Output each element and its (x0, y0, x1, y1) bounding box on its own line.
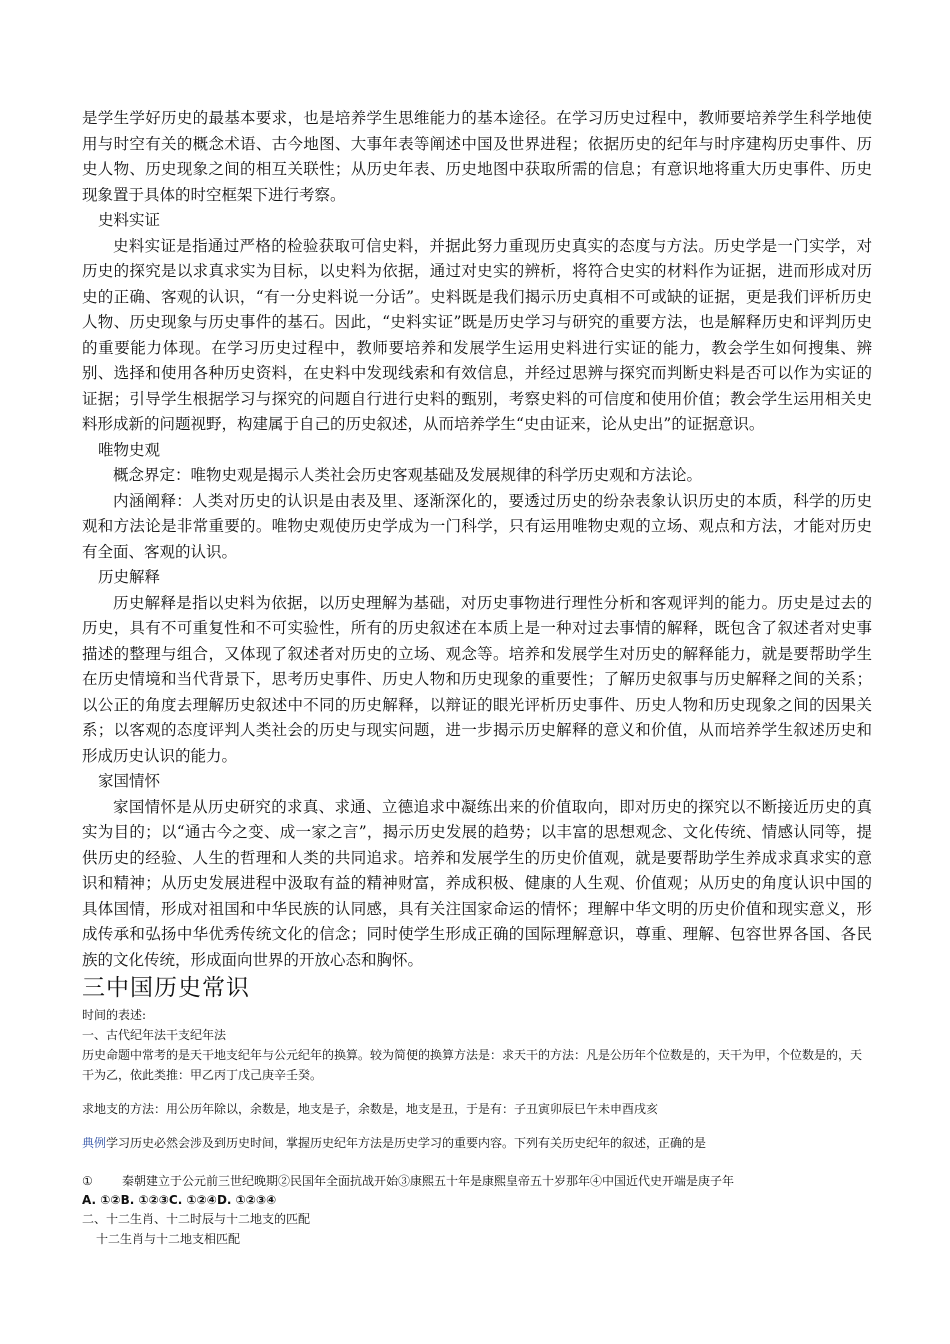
paragraph-jiaguo: 家国情怀是从历史研究的求真、求通、立德追求中凝练出来的价值取向，即对历史的探究以不断接近历史的真实为目的；以“通古今之变、成一家之言”，揭示历史发展的趋势；以丰富的思想观念、文化传统、情感认同等，提供历史的经验、人生的哲理和人类的共同追求。培养和发展学生的历史价值观，就是要帮助学生养成求真求实的意识和精神；从历史发展进程中汲取有益的精神财富，养成积极、健康的人生观、价值观；从历史的角度认识中国的具体国情，形成对祖国和中华民族的认同感，具有关注国家命运的情怀；理解中华文明的历史价值和现实意义，形成传承和弘扬中华优秀传统文化的信念；同时使学生形成正确的国际理解意识，尊重、理解、包容世界各国、各民族的文化传统，形成面向世界的开放心态和胸怀。 (82, 797, 872, 969)
example-question (82, 1133, 872, 1153)
tiangan-method: 历史命题中常考的是天干地支纪年与公元纪年的换算。较为简便的换算方法是：求天干的方法：凡是公历年个位数是的，天干为甲，个位数是的，天干为乙，依此类推：甲乙丙丁戊己庚辛壬癸。 (82, 1048, 863, 1082)
example-tag: 典例 (82, 1136, 107, 1150)
subsection-zodiac: 二、十二生肖、十二时辰与十二地支的匹配 (82, 1212, 311, 1226)
dizhi-method: 求地支的方法：用公历年除以，余数是，地支是子，余数是，地支是丑，于是有：子丑寅卯辰巳午未申酉戌亥 (82, 1102, 659, 1116)
time-expression-label: 时间的表述: (82, 1008, 147, 1022)
document-page (82, 106, 872, 1249)
heading-jieshi: 历史解释 (98, 568, 161, 586)
heading-jiaguo: 家国情怀 (98, 772, 161, 790)
question-statements (82, 1171, 872, 1191)
section-title: 三中国历史常识 (82, 975, 250, 1001)
example-text: 学习历史必然会涉及到历史时间，掌握历史纪年方法是历史学习的重要内容。下列有关历史纪年的叙述，正确的是 (106, 1136, 707, 1150)
paragraph-spacetime: 是学生学好历史的最基本要求，也是培养学生思维能力的基本途径。在学习历史过程中，教师要培养学生科学地使用与时空有关的概念术语、古今地图、大事年表等阐述中国及世界进程；依据历史的纪年与时序建构历史事件、历史人物、历史现象之间的相互关联性；从历史年表、历史地图中获取所需的信息；有意识地将重大历史事件、历史现象置于具体的时空框架下进行考察。 (82, 109, 872, 204)
paragraph-shiliao: 史料实证是指通过严格的检验获取可信史料，并据此努力重现历史真实的态度与方法。历史学是一门实学，对历史的探究是以求真求实为目标，以史料为依据，通过对史实的辨析，将符合史实的材料作为证据，进而形成对历史的正确、客观的认识，“有一分史料说一分话”。史料既是我们揭示历史真相不可或缺的证据，更是我们评析历史人物、历史现象与历史事件的基石。因此，“史料实证”既是历史学习与研究的重要方法，也是解释历史和评判历史的重要能力体现。在学习历史过程中，教师要培养和发展学生运用史料进行实证的能力，教会学生如何搜集、辨别、选择和使用各种历史资料，在史料中发现线索和有效信息，并经过思辨与探究而判断史料是否可以作为实证的证据；引导学生根据学习与探究的问题自行进行史料的甄别，考察史料的可信度和使用价值；教会学生运用相关史料形成新的问题视野，构建属于自己的历史叙述，从而培养学生“史由证来，论从史出”的证据意识。 (82, 236, 872, 433)
heading-weiwu: 唯物史观 (98, 440, 161, 459)
heading-shiliao: 史料实证 (98, 211, 161, 229)
paragraph-weiwu-connotation: 内涵阐释：人类对历史的认识是由表及里、逐渐深化的，要透过历史的纷杂表象认识历史的本质，科学的历史观和方法论是非常重要的。唯物史观使历史学成为一门科学，只有运用唯物史观的立场、观点和方法，才能对历史有全面、客观的认识。 (82, 491, 872, 561)
paragraph-jieshi: 历史解释是指以史料为依据，以历史理解为基础，对历史事物进行理性分析和客观评判的能力。历史是过去的历史，具有不可重复性和不可实验性，所有的历史叙述在本质上是一种对过去事情的解释，既包含了叙述者对史事描述的整理与组合，又体现了叙述者对历史的立场、观念等。培养和发展学生对历史的解释能力，就是要帮助学生在历史情境和当代背景下，思考历史事件、历史人物和历史现象的重要性；了解历史叙事与历史解释之间的关系；以公正的角度去理解历史叙述中不同的历史解释，以辩证的眼光评析历史事件、历史人物和历史现象之间的因果关系；以客观的态度评判人类社会的历史与现实问题，进一步揭示历史解释的意义和价值，从而培养学生叙述历史和形成历史认识的能力。 (82, 593, 872, 765)
zodiac-match-label: 十二生肖与十二地支相匹配 (96, 1232, 241, 1246)
paragraph-weiwu-definition: 概念界定：唯物史观是揭示人类社会历史客观基础及发展规律的科学历史观和方法论。 (113, 466, 703, 484)
answer-options: A. ①②B. ①②③C. ①②④D. ①②③④ (82, 1193, 277, 1207)
statement-marker: ① (82, 1174, 93, 1188)
subsection-ganzhi: 一、古代纪年法干支纪年法 (82, 1028, 227, 1042)
statement-text: 秦朝建立于公元前三世纪晚期②民国年全面抗战开始③康熙五十年是康熙皇帝五十岁那年④中国近代史开端是庚子年 (122, 1174, 735, 1188)
